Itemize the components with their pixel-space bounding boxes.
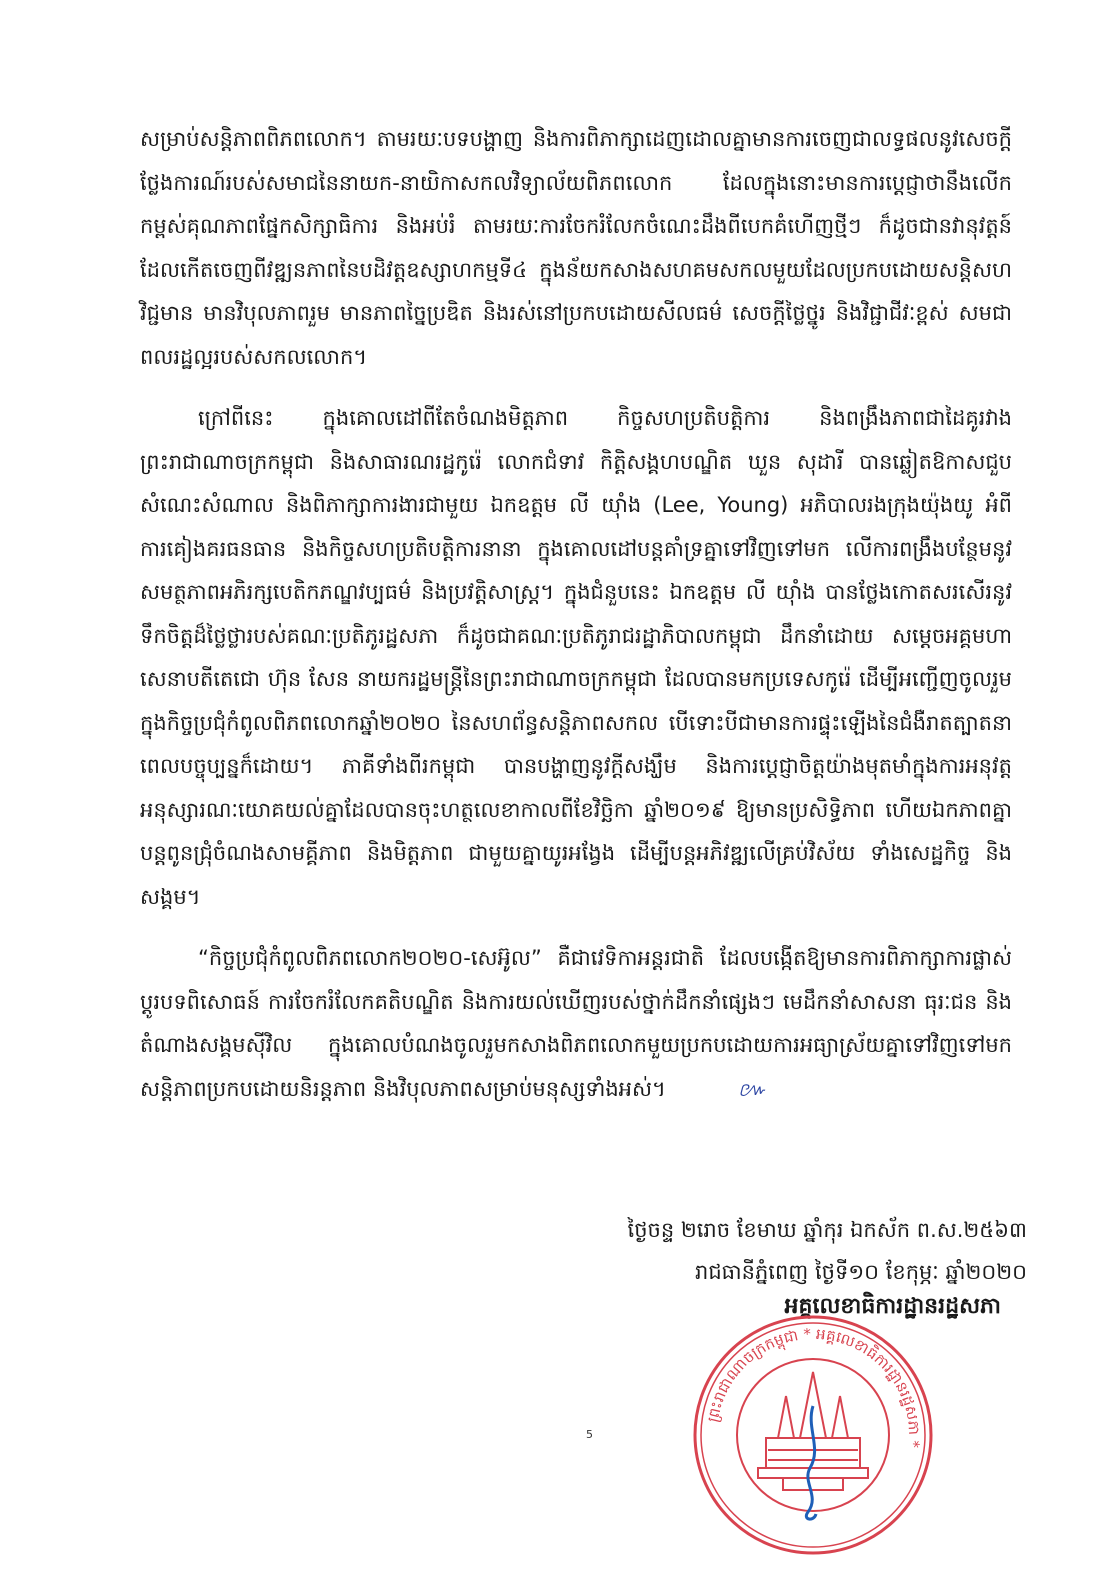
paragraph-2: ក្រៅពីនេះ ក្នុងគោលដៅពីតែចំណងមិត្តភាព កិច្ចសហប្រតិបត្តិការ និងពង្រឹងភាពជាដៃគូរវាងព្រះរាជាណាចក្រកម្ពុជា និងសាធារណរដ្ឋកូរ៉េ លោកជំទាវ កិត្តិសង្គហបណ្ឌិត ឃួន សុដារី បានឆ្លៀតឱកាសជួបសំណេះសំណាល និងពិភាក្សាការងារជាមួយ ឯកឧត្តម លី យ៉ាំង (Lee, Young) អភិបាលរងក្រុងយ៉ុងយូ អំពីការគៀងគរធនធាន និងកិច្ចសហប្រតិបត្តិការនានា ក្នុងគោលដៅបន្តគាំទ្រគ្នាទៅវិញទៅមក លើការពង្រឹងបន្ថែមនូវសមត្ថភាពអភិរក្សបេតិកភណ្ឌវប្បធម៌ និងប្រវត្តិសាស្ត្រ។ ក្នុងជំនួបនេះ ឯកឧត្តម លី យ៉ាំង បានថ្លែងកោតសរសើរនូវទឹកចិត្តដ៏ថ្លៃថ្លារបស់គណៈប្រតិភូរដ្ឋសភា ក៏ដូចជាគណៈប្រតិភូរាជរដ្ឋាភិបាលកម្ពុជា ដឹកនាំដោយ សម្តេចអគ្គមហាសេនាបតីតេជោ ហ៊ុន សែន នាយករដ្ឋមន្ត្រីនៃព្រះរាជាណាចក្រកម្ពុជា ដែលបានមកប្រទេសកូរ៉េ ដើម្បីអញ្ជើញចូលរួមក្នុងកិច្ចប្រជុំកំពូលពិភពលោកឆ្នាំ២០២០ នៃសហព័ន្ធសន្តិភាពសកល បើទោះបីជាមានការផ្ទុះឡើងនៃជំងឺរាតត្បាតនាពេលបច្ចុប្បន្នក៏ដោយ។ ភាគីទាំងពីរកម្ពុជា បានបង្ហាញនូវក្តីសង្ឃឹម និងការប្តេជ្ញាចិត្តយ៉ាងមុតមាំក្នុងការអនុវត្តអនុស្សារណៈយោគយល់គ្នាដែលបានចុះហត្ថលេខាកាលពីខែវិច្ឆិកា ឆ្នាំ២០១៩ ឱ្យមានប្រសិទ្ធិភាព ហើយឯកភាពគ្នាបន្តពូនជ្រុំចំណងសាមគ្គីភាព និងមិត្តភាព ជាមួយគ្នាយូរអង្វែង ដើម្បីបន្តអភិវឌ្ឍលើគ្រប់វិស័យ ទាំងសេដ្ឋកិច្ច និងសង្គម។ — [140, 406, 1012, 909]
paragraph-3-text: “កិច្ចប្រជុំកំពូលពិភពលោក២០២០-សេអ៊ូល” គឺជាវេទិកាអន្តរជាតិ ដែលបង្កើតឱ្យមានការពិភាក្សាការផ្លាស់ប្តូរបទពិសោធន៍ ការចែករំលែកគតិបណ្ឌិត និងការយល់ឃើញរបស់ថ្នាក់ដឹកនាំផ្សេងៗ មេដឹកនាំសាសនា ធុរៈជន និងតំណាងសង្គមស៊ីវិល ក្នុងគោលបំណងចូលរួមកសាងពិភពលោកមួយប្រកបដោយការអធ្យាស្រ័យគ្នាទៅវិញទៅមក សន្តិភាពប្រកបដោយនិរន្តភាព និងវិបុលភាពសម្រាប់មនុស្សទាំងអស់។ — [140, 946, 1012, 1101]
paragraph-3 — [140, 937, 1012, 1111]
seal-ring-text: ព្រះរាជាណាចក្រកម្ពុជា * អគ្គលេខាធិការដ្ឋានរដ្ឋសភា * — [703, 1324, 924, 1449]
page-number: 5 — [586, 1428, 593, 1441]
lunar-date: ថ្ងៃចន្ទ ២រោច ខែមាឃ ឆ្នាំកុរ ឯកស័ក ព.ស.២៥៦៣ — [627, 1218, 1027, 1242]
date-block — [628, 1209, 1027, 1293]
place-date: រាជធានីភ្នំពេញ ថ្ងៃទី១០ ខែកុម្ភៈ ឆ្នាំ២០២០ — [694, 1260, 1027, 1284]
signature-stroke — [806, 1406, 816, 1519]
issuer-title: អគ្គលេខាធិការដ្ឋានរដ្ឋសភា — [784, 1294, 1001, 1319]
official-seal — [688, 1310, 938, 1560]
paragraph-1: សម្រាប់សន្តិភាពពិភពលោក។ តាមរយៈបទបង្ហាញ និងការពិភាក្សាដេញដោលគ្នាមានការចេញជាលទ្ធផលនូវសេចក្តីថ្លែងការណ៍របស់សមាជនៃនាយក-នាយិកាសកលវិទ្យាល័យពិភពលោក ដែលក្នុងនោះមានការប្តេជ្ញាថានឹងលើកកម្ពស់គុណភាពផ្នែកសិក្សាធិការ និងអប់រំ តាមរយៈការចែករំលែកចំណេះដឹងពីបេកគំហើញថ្មីៗ ក៏ដូចជានវានុវត្តន៍ដែលកើតចេញពីវឌ្ឍនភាពនៃបដិវត្តឧស្សាហកម្មទី៤ ក្នុងន័យកសាងសហគមសកលមួយដែលប្រកបដោយសន្តិសហវិជ្ជមាន មានវិបុលភាពរួម មានភាពច្នៃប្រឌិត និងរស់នៅប្រកបដោយសីលធម៌ សេចក្តីថ្លៃថ្នូរ និងវិជ្ជាជីវៈខ្ពស់ សមជាពលរដ្ឋល្អរបស់សកលលោក។ — [140, 127, 1012, 369]
closing-mark: ៚ — [737, 1076, 767, 1101]
document-body — [140, 118, 1012, 1129]
